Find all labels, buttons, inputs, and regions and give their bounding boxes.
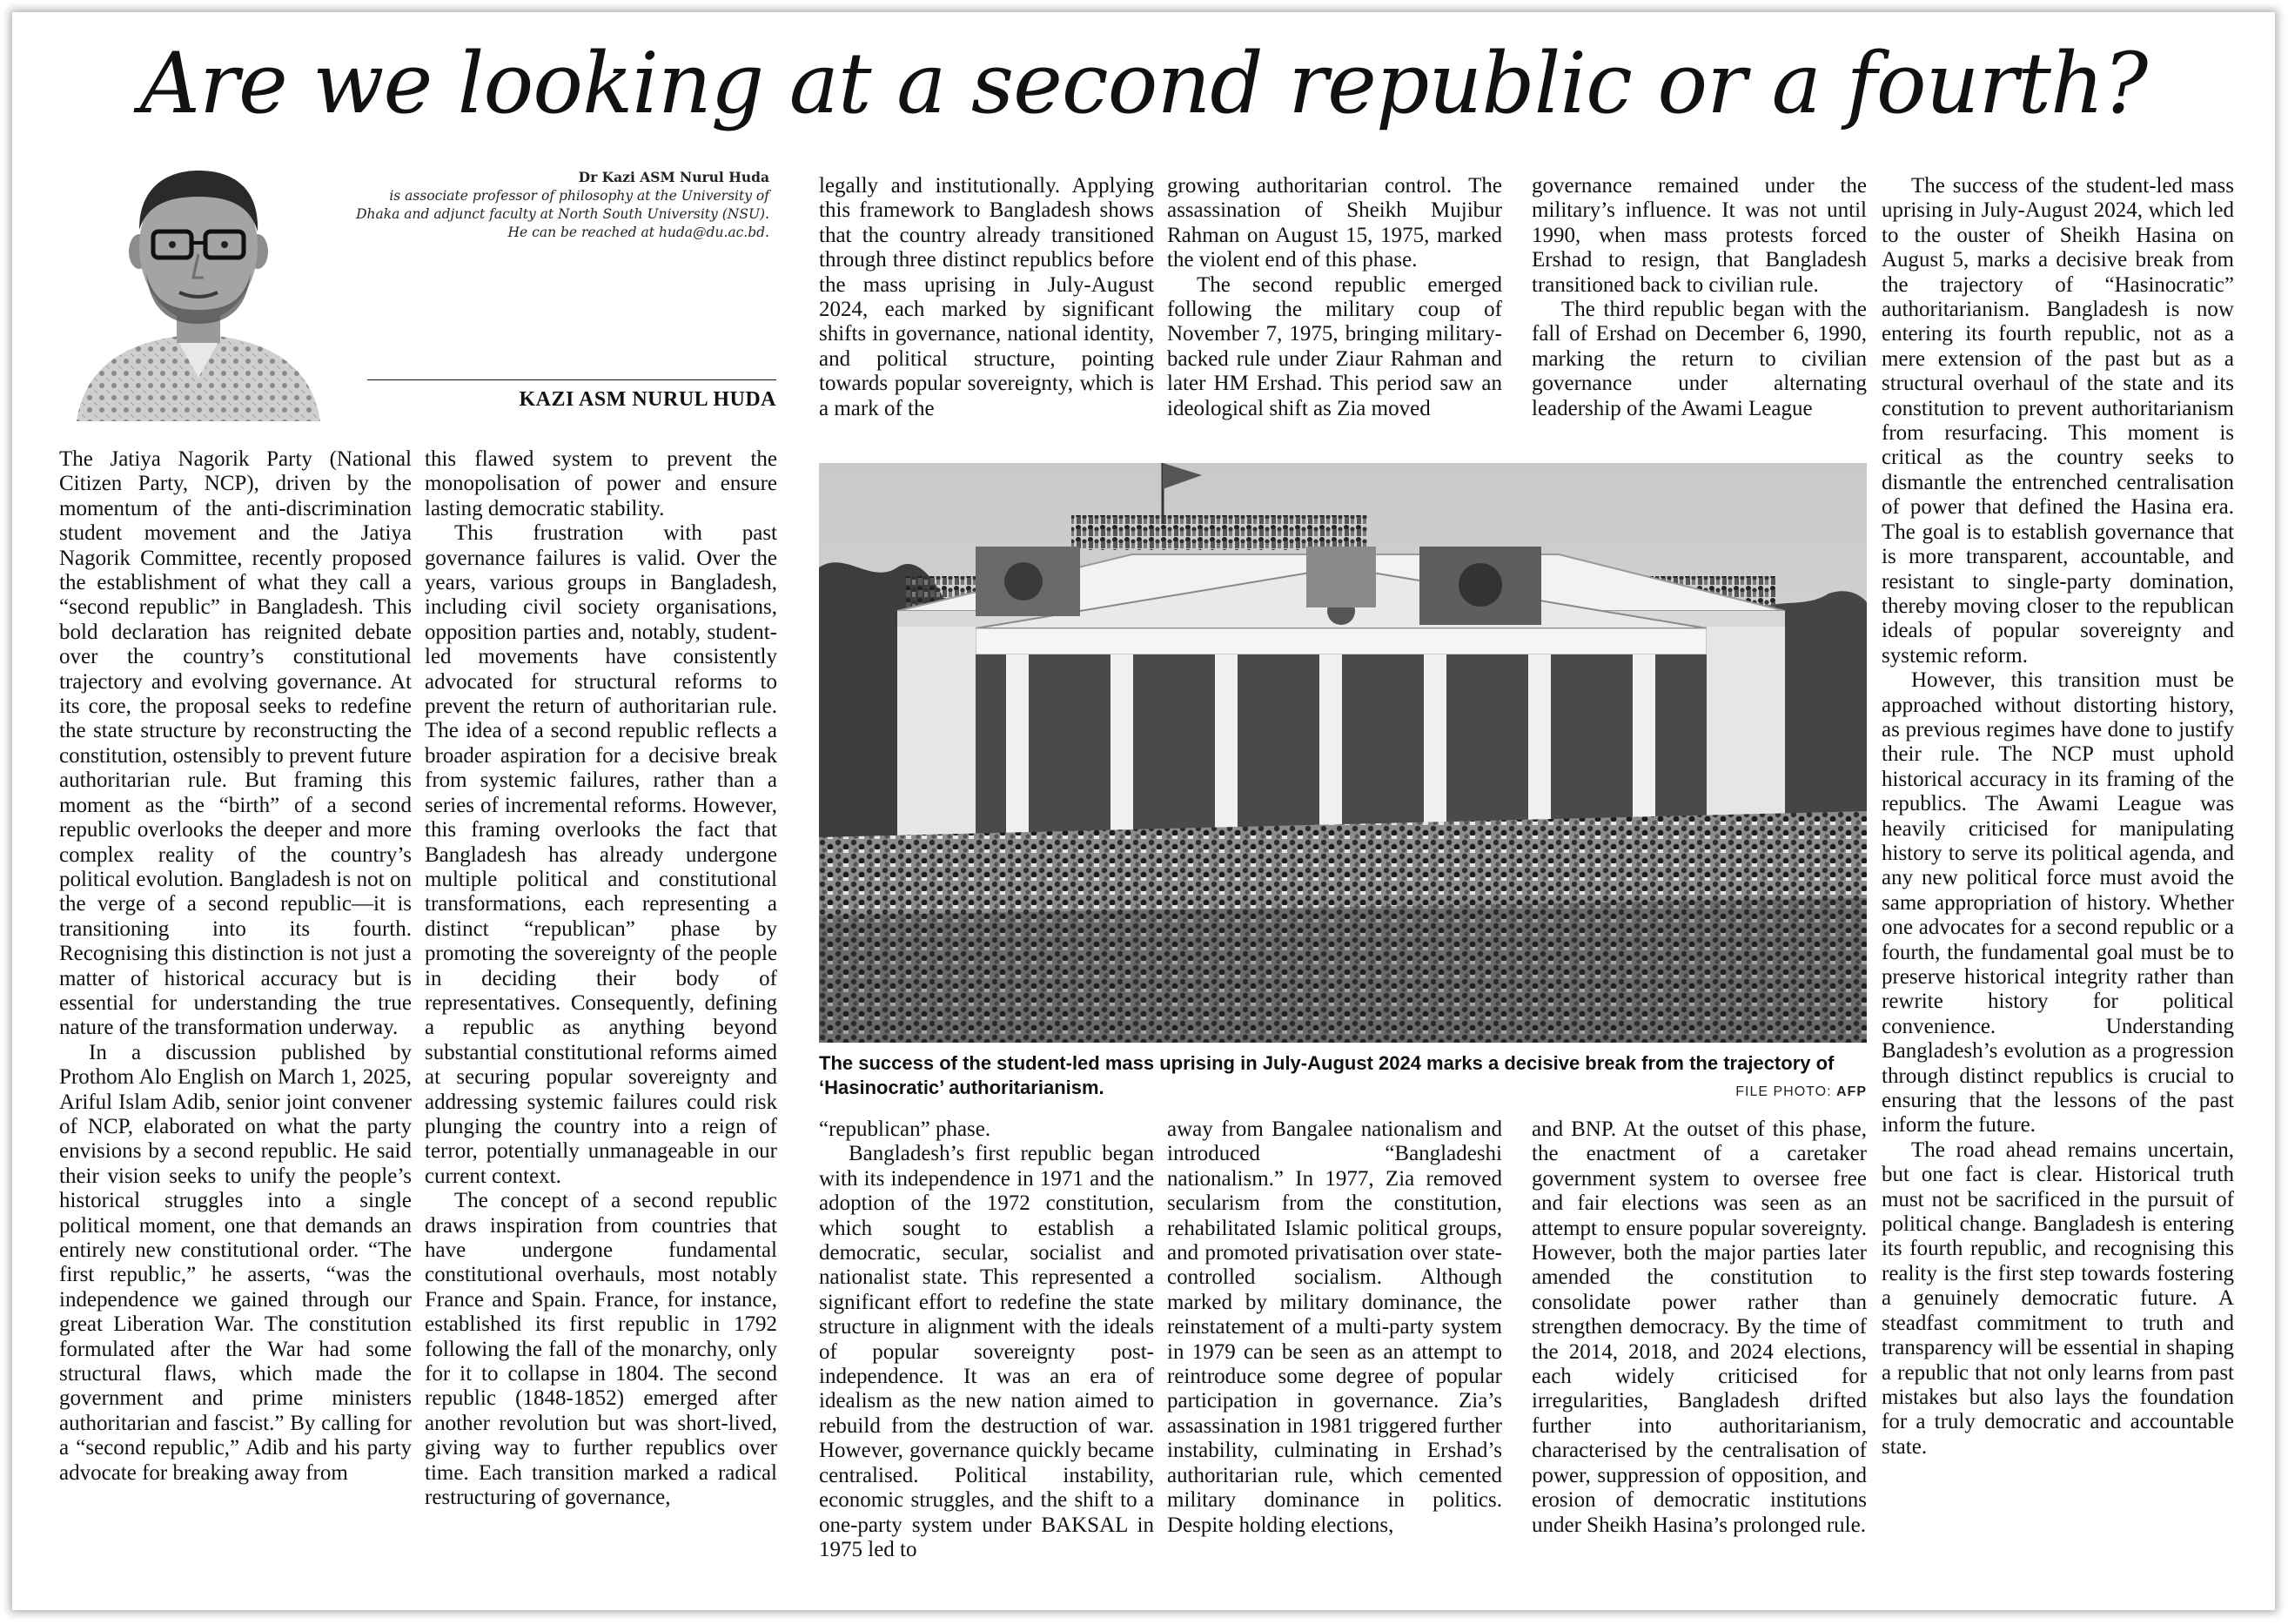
news-photo [819,463,1867,1043]
photo-credit [1735,1084,1867,1100]
column-3-bottom [819,1117,1154,1589]
column-4-top [1167,174,1502,446]
newspaper-page [12,12,2275,1610]
paragraph: and BNP. At the outset of this phase, the enactment of a caretaker government system to oversee free and fair elections was seen as an attempt to ensure popular sovereignty. However, both the major parties later amended the constitution to consolidate power rather than strengthen democracy. By the time of the 2014, 2018, and 2024 elections, each widely criticised for irregularities, Bangladesh drifted further into authoritarianism, characterised by the centralisation of power, suppression of opposition, and erosion of democratic institutions under Sheikh Hasina’s prolonged rule. [1532,1117,1867,1537]
paragraph: The road ahead remains uncertain, but one fact is clear. Historical truth must not be sacrificed in the pursuit of political change. Bangladesh is entering its fourth republic, and recognising this reality is the first step towards fostering a genuinely democratic future. A steadfast commitment to truth and transparency will be essential in shaping a republic that not only learns from past mistakes but also lays the foundation for a truly democratic and accountable state. [1882,1137,2234,1459]
headline: Are we looking at a second republic or a fourth? [139,35,2148,132]
paragraph: away from Bangalee nationalism and introduced “Bangladeshi nationalism.” In 1977, Zia removed secularism from the constitution, rehabilitated Islamic political groups, and promoted privatisation over state-controlled socialism. Although marked by military dominance, the reinstatement of a multi-party system in 1979 can be seen as an attempt to reintroduce some degree of popular participation in governance. Zia’s assassination in 1981 triggered further instability, culminating in Ershad’s authoritarian rule, which cemented military dominance in politics. Despite holding elections, [1167,1117,1502,1537]
column-3-top [819,174,1154,446]
paragraph: this flawed system to prevent the monopolisation of power and ensure lasting democratic stability. [425,447,777,520]
author-name: Dr Kazi ASM Nurul Huda [578,169,769,185]
paragraph: The third republic began with the fall of Ershad on December 6, 1990, marking the return to civilian governance under alternating leadership of the Awami League [1532,298,1867,420]
paragraph: The success of the student-led mass uprising in July-August 2024, which led to the ouster of Sheikh Hasina on August 5, marks a decisive break from the trajectory of “Hasinocratic” authoritarianism. Bangladesh is now entering its fourth republic, not as a mere extension of the past but as a structural overhaul of the state and its constitution to prevent authoritarianism from resurfacing. This moment is critical as the country seeks to dismantle the entrenched centralisation of power that defined the Hasina era. The goal is to establish governance that is more transparent, accountable, and resistant to single-party domination, thereby moving closer to the republican ideals of popular sovereignty and systemic reform. [1882,174,2234,668]
paragraph: The second republic emerged following the military coup of November 7, 1975, bringing military-backed rule under Ziaur Rahman and later HM Ershad. This period saw an ideological shift as Zia moved [1167,272,1502,420]
column-6 [1882,174,2234,1589]
photo-credit-source: AFP [1836,1084,1867,1099]
photo-caption: The success of the student-led mass uprising in July-August 2024 marks a decisive break from the trajectory of ‘Hasinocratic’ authoritarianism. [819,1052,1835,1098]
photo-credit-label: FILE PHOTO: [1735,1084,1832,1099]
column-5-bottom [1532,1117,1867,1589]
byline-divider [367,379,776,380]
author-bio: is associate professor of philosophy at the University of Dhaka and adjunct faculty at North South University (NSU). He can be reached at huda@du.ac.bd. [356,187,769,240]
paragraph: However, this transition must be approached without distorting history, as previous regimes have done to justify their rule. The NCP must uphold historical accuracy in its framing of the republics. The Awami League was heavily criticised for manipulating history to serve its political agenda, and any new political force must avoid the same appropriation of history. Whether one advocates for a second republic or a fourth, the fundamental goal must be to preserve historical integrity rather than rewrite history for political convenience. Understanding Bangladesh’s evolution as a progression through distinct republics is crucial to ensuring that the lessons of the past inform the future. [1882,668,2234,1137]
column-1 [59,447,412,1589]
column-5-top [1532,174,1867,446]
author-bio-block [352,169,769,242]
paragraph: This frustration with past governance failures is valid. Over the years, various groups in Bangladesh, including civil society organisations, opposition parties and, notably, student-led movements have consistently advocated for structural reforms to prevent the return of authoritarian rule. The idea of a second republic reflects a broader aspiration for a decisive break from systemic failures, rather than a series of incremental reforms. However, this framing overlooks the fact that Bangladesh has already undergone multiple political and constitutional transformations, each representing a distinct “republican” phase by promoting the sovereignty of the people in deciding their body of representatives. Consequently, defining a republic as anything beyond substantial constitutional reforms aimed at securing popular sovereignty and addressing systemic failures could risk plunging the country into a reign of terror, potentially unmanageable in our current context. [425,521,777,1188]
paragraph: The Jatiya Nagorik Party (National Citizen Party, NCP), driven by the momentum of the anti-discrimination student movement and the Jatiya Nagorik Committee, recently proposed the establishment of what they call a “second republic” in Bangladesh. This bold declaration has reignited debate over the country’s constitutional trajectory and evolving governance. At its core, the proposal seeks to redefine the state structure by reconstructing the constitution, ostensibly to prevent future authoritarian rule. But framing this moment as the “birth” of a second republic overlooks the deeper and more complex reality of the country’s political evolution. Bangladesh is not on the verge of a second republic—it is transitioning into its fourth. Recognising this distinction is not just a matter of historical accuracy but is essential for understanding the true nature of the transformation underway. [59,447,412,1040]
paragraph: governance remained under the military’s influence. It was not until 1990, when mass protests forced Ershad to resign, that Bangladesh transitioned back to civilian rule. [1532,174,1867,297]
paragraph: Bangladesh’s first republic began with its independence in 1971 and the adoption of the 1972 constitution, which sought to establish a democratic, secular, socialist and nationalist state. This represented a significant effort to redefine the state structure in alignment with the ideals of popular sovereignty post-independence. It was an era of idealism as the new nation aimed to rebuild from the destruction of war. However, governance quickly became centralised. Political instability, economic struggles, and the shift to a one-party system under BAKSAL in 1975 led to [819,1142,1154,1561]
author-portrait [59,160,338,421]
author-photo [59,160,338,421]
protest-photo-illustration [819,463,1867,1043]
byline: KAZI ASM NURUL HUDA [519,388,776,411]
column-4-bottom [1167,1117,1502,1589]
column-2 [425,447,777,1589]
paragraph: The concept of a second republic draws inspiration from countries that have undergone fundamental constitutional overhauls, most notably France and Spain. France, for instance, established its first republic in 1792 following the fall of the monarchy, only for it to collapse in 1804. The second republic (1848-1852) emerged after another revolution but was short-lived, giving way to further republics over time. Each transition marked a radical restructuring of governance, [425,1189,777,1510]
paragraph: “republican” phase. [819,1117,991,1141]
paragraph: In a discussion published by Prothom Alo English on March 1, 2025, Ariful Islam Adib, senior joint convener of NCP, elaborated on what the party envisions by a second republic. He said their vision seeks to unify the people’s historical struggles into a single political moment, one that demands an entirely new constitutional order. “The first republic,” he asserts, “was the independence we gained through our great Liberation War. The constitution formulated after the War had some structural flaws, which made the government and prime ministers authoritarian and fascist.” By calling for a “second republic,” Adib and his party advocate for breaking away from [59,1040,412,1485]
paragraph: legally and institutionally. Applying this framework to Bangladesh shows that the country already transitioned through three distinct republics before the mass uprising in July-August 2024, each marked by significant shifts in governance, national identity, and political structure, pointing towards popular sovereignty, which is a mark of the [819,174,1154,420]
paragraph: growing authoritarian control. The assassination of Sheikh Mujibur Rahman on August 15, 1975, marked the violent end of this phase. [1167,174,1502,272]
